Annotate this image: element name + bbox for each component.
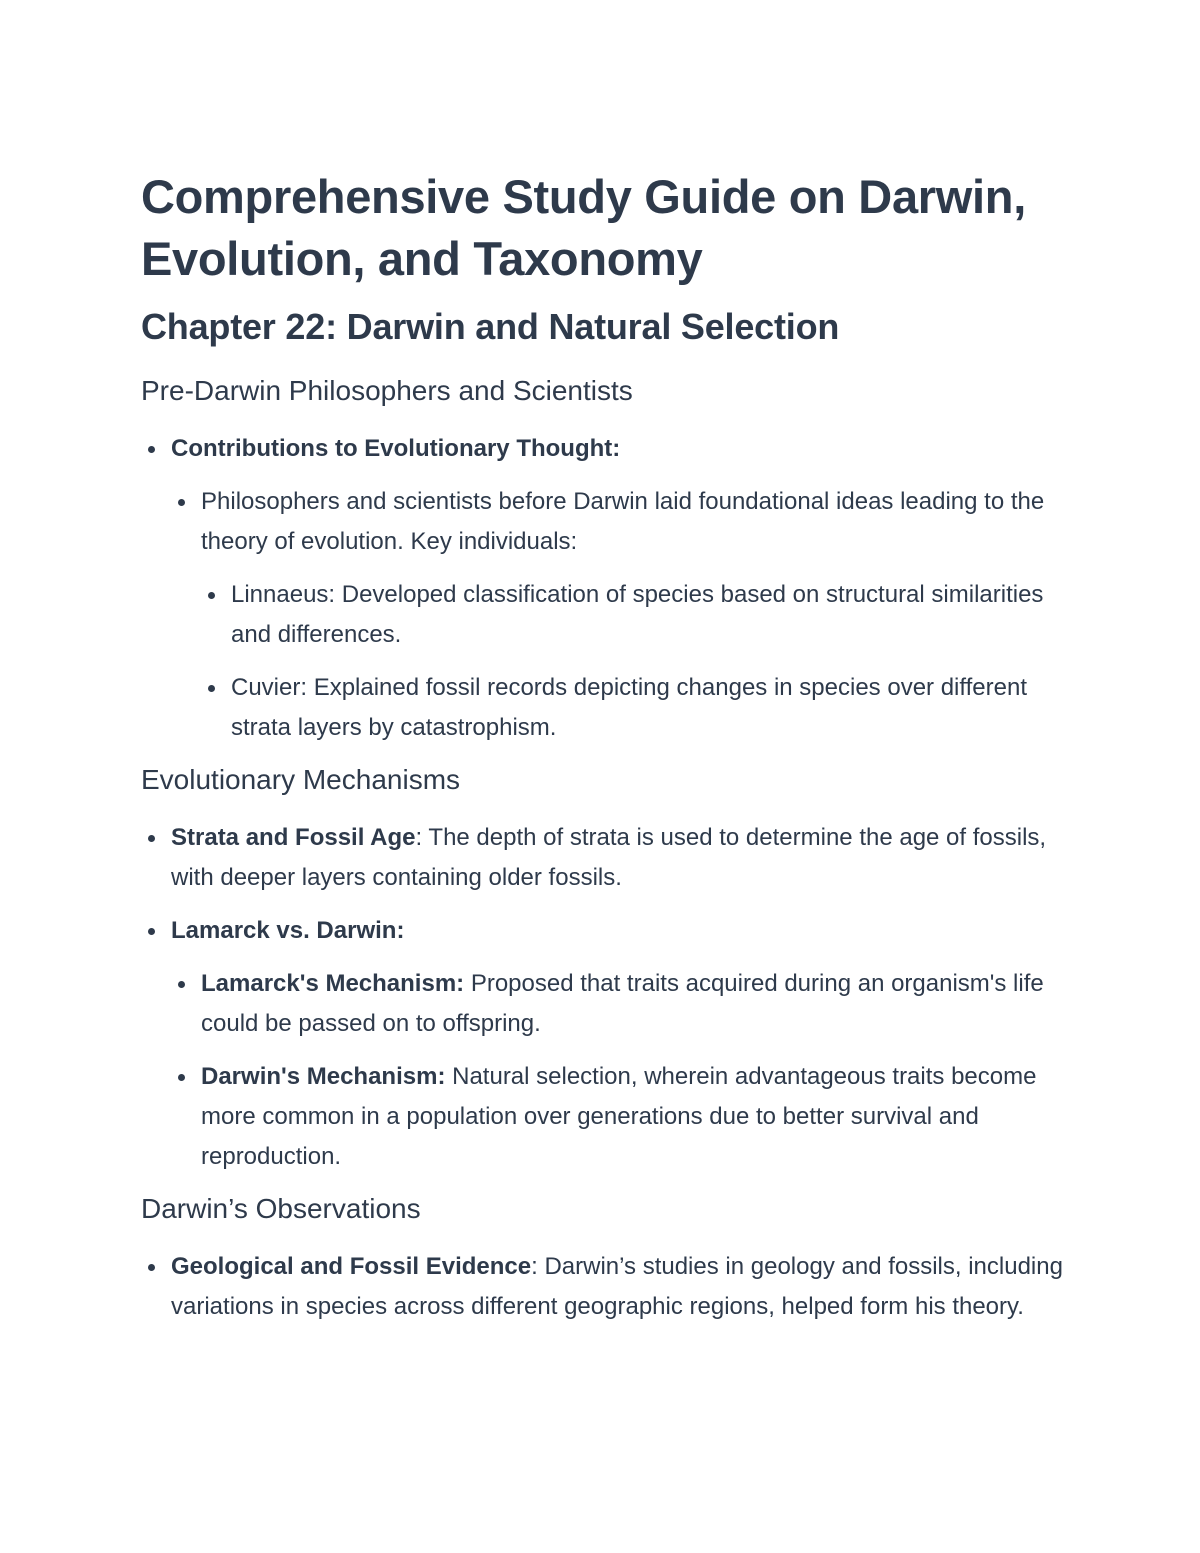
document-title: Comprehensive Study Guide on Darwin, Evolution, and Taxonomy <box>141 170 1026 285</box>
contributions-label: Contributions to Evolutionary Thought: <box>171 435 621 462</box>
lamarck-label: Lamarck's Mechanism: <box>201 970 465 997</box>
pre-darwin-list <box>141 429 1070 748</box>
list-item-lamarck-vs-darwin <box>171 911 1070 1177</box>
list-item-linnaeus <box>231 575 1070 655</box>
lamarck-darwin-sublist <box>171 964 1070 1177</box>
list-item-contributions <box>171 429 1070 748</box>
strata-label: Strata and Fossil Age <box>171 824 416 851</box>
contributions-text: Philosophers and scientists before Darwin laid foundational ideas leading to the theory of evolution. Key individuals: <box>201 488 1045 555</box>
chapter-heading: Chapter 22: Darwin and Natural Selection <box>141 306 840 347</box>
contributions-sublist <box>171 482 1070 748</box>
section-heading-mechanisms: Evolutionary Mechanisms <box>141 764 461 795</box>
darwin-text: Natural selection, wherein advantageous traits become more common in a population over generations due to better survival and reproduction. <box>201 1063 1037 1170</box>
list-item-darwin <box>201 1057 1070 1177</box>
lamarck-vs-darwin-label: Lamarck vs. Darwin: <box>171 917 405 944</box>
cuvier-text: Cuvier: Explained fossil records depicting changes in species over different strata layers by catastrophism. <box>231 674 1027 741</box>
list-item-contributions-text <box>201 482 1070 748</box>
observations-list <box>141 1247 1070 1327</box>
mechanisms-list <box>141 818 1070 1177</box>
list-item-geological <box>171 1247 1070 1327</box>
section-heading-pre-darwin: Pre-Darwin Philosophers and Scientists <box>141 375 633 406</box>
list-item-cuvier <box>231 668 1070 748</box>
geological-text: : Darwin’s studies in geology and fossils, including variations in species across different geographic regions, helped form his theory. <box>171 1253 1063 1320</box>
darwin-label: Darwin's Mechanism: <box>201 1063 446 1090</box>
geological-label: Geological and Fossil Evidence <box>171 1253 532 1280</box>
lamarck-text: Proposed that traits acquired during an organism's life could be passed on to offspring. <box>201 970 1044 1037</box>
linnaeus-text: Linnaeus: Developed classification of species based on structural similarities and differences. <box>231 581 1044 648</box>
strata-text: : The depth of strata is used to determine the age of fossils, with deeper layers containing older fossils. <box>171 824 1047 891</box>
list-item-lamarck <box>201 964 1070 1044</box>
section-heading-observations: Darwin’s Observations <box>141 1193 421 1224</box>
individuals-list <box>201 575 1070 748</box>
list-item-strata <box>171 818 1070 898</box>
